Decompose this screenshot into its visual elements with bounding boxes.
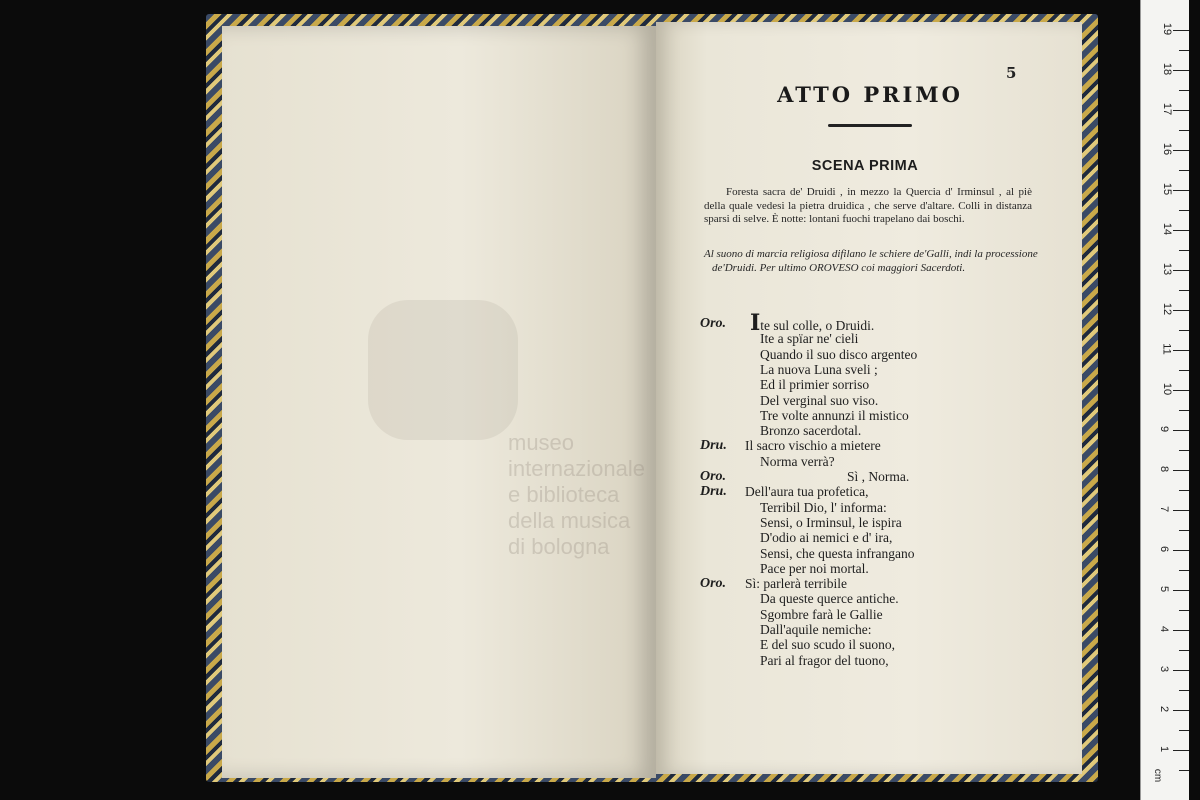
verse-line: Sì: parlerà terribile xyxy=(745,576,847,592)
ruler-tick xyxy=(1179,330,1189,331)
ruler-tick xyxy=(1173,750,1189,751)
speaker-label: Dru. xyxy=(700,438,727,454)
verse-line: Ed il primier sorriso xyxy=(760,377,870,393)
verse-line: Sì , Norma. xyxy=(847,469,910,484)
ruler-tick xyxy=(1173,310,1189,311)
ruler-tick xyxy=(1173,550,1189,551)
ruler-tick xyxy=(1173,430,1189,431)
ruler-tick xyxy=(1179,90,1189,91)
ruler-tick xyxy=(1179,410,1189,411)
ruler-number: 3 xyxy=(1158,665,1171,673)
ruler-tick xyxy=(1173,590,1189,591)
speaker-label: Oro. xyxy=(700,469,727,484)
verse-line: Il sacro vischio a mietere xyxy=(745,438,881,454)
ruler-number: 16 xyxy=(1161,142,1174,156)
ruler-tick xyxy=(1179,50,1189,51)
ruler-tick xyxy=(1179,530,1189,531)
ruler-unit: cm xyxy=(1152,768,1164,783)
verse-line: Pace per noi mortal. xyxy=(760,560,869,576)
speaker-label: Dru. xyxy=(700,484,727,500)
ruler-tick xyxy=(1179,650,1189,651)
verse-line: Terribil Dio, l' informa: xyxy=(760,499,887,515)
ruler-number: 19 xyxy=(1161,22,1174,36)
ruler-tick xyxy=(1173,630,1189,631)
verse-line: Tre volte annunzi il mistico xyxy=(760,407,909,423)
verse-line: Ite a spïar ne' cieli xyxy=(760,331,859,347)
ruler-tick xyxy=(1179,170,1189,171)
verse-line: Da queste querce antiche. xyxy=(760,591,899,607)
ruler-number: 5 xyxy=(1158,585,1171,593)
ruler-tick xyxy=(1173,470,1189,471)
ruler-number: 14 xyxy=(1161,222,1174,236)
ruler-tick xyxy=(1179,690,1189,691)
ruler-tick xyxy=(1179,370,1189,371)
ruler-tick xyxy=(1173,510,1189,511)
act-title: ATTO PRIMO xyxy=(777,82,963,107)
ruler-tick xyxy=(1173,390,1189,391)
ruler-tick xyxy=(1179,490,1189,491)
ruler-number: 7 xyxy=(1158,505,1171,513)
stage-direction: Al suono di marcia religiosa difilano le schiere de'Galli, indi la processione de'Druidi. Per ultimo OROVESO coi maggiori Sacerdoti. xyxy=(704,248,1038,274)
ruler-number: 12 xyxy=(1161,302,1174,316)
ruler-number: 15 xyxy=(1161,182,1174,196)
verse-line: Norma verrà? xyxy=(760,453,835,469)
page-number: 5 xyxy=(1006,64,1017,82)
watermark-text xyxy=(508,430,668,560)
ruler-number: 11 xyxy=(1160,343,1173,355)
ruler-number: 2 xyxy=(1158,705,1171,713)
ruler-tick xyxy=(1173,30,1189,31)
verse-line: Sensi, che questa infrangano xyxy=(760,545,915,561)
watermark-logo xyxy=(368,300,518,440)
ruler-tick xyxy=(1173,670,1189,671)
ruler-tick xyxy=(1173,270,1189,271)
title-rule xyxy=(828,124,912,127)
speaker-label: Oro. xyxy=(700,316,727,331)
speaker-label: Oro. xyxy=(700,576,727,592)
ruler-number: 1 xyxy=(1158,745,1171,753)
ruler-tick xyxy=(1179,210,1189,211)
verse-line: Del verginal suo viso. xyxy=(760,392,879,408)
ruler-tick xyxy=(1173,110,1189,111)
ruler-number: 4 xyxy=(1158,625,1171,633)
watermark-line: e biblioteca della musica xyxy=(508,482,631,533)
library-watermark xyxy=(368,300,668,559)
ruler-tick xyxy=(1179,130,1189,131)
verse-line: Sensi, o Irminsul, le ispira xyxy=(760,514,902,530)
ruler-tick xyxy=(1179,610,1189,611)
verse-line: Dell'aura tua profetica, xyxy=(745,484,869,500)
ruler-tick xyxy=(1179,770,1189,771)
ruler-tick xyxy=(1173,150,1189,151)
ruler-tick xyxy=(1173,190,1189,191)
ruler-number: 10 xyxy=(1161,382,1174,396)
verse-line: Ite sul colle, o Druidi. xyxy=(750,310,875,336)
stage-description: Foresta sacra de' Druidi , in mezzo la Quercia d' Irminsul , al piè della quale vedesi la pietra druidica , che serve d'altare. Colli in distanza sparsi di selve. È notte: lontani fuochi trapelano dai boschi. xyxy=(704,186,1032,225)
ruler-tick xyxy=(1179,570,1189,571)
watermark-line: di bologna xyxy=(508,534,610,559)
ruler-number: 13 xyxy=(1161,262,1174,276)
verse-line: Sgombre farà le Gallie xyxy=(760,606,883,622)
ruler-tick xyxy=(1173,70,1189,71)
ruler-tick xyxy=(1173,350,1189,351)
watermark-line: museo internazionale xyxy=(508,430,645,481)
drop-cap: I xyxy=(750,310,761,336)
verse-line: La nuova Luna sveli ; xyxy=(760,361,878,377)
ruler-number: 8 xyxy=(1158,465,1171,473)
verse-line: E del suo scudo il suono, xyxy=(760,637,895,653)
scene-title: SCENA PRIMA xyxy=(811,158,919,174)
verse-line: Pari al fragor del tuono, xyxy=(760,652,889,668)
verse-line: Bronzo sacerdotal. xyxy=(760,423,862,439)
verse-line: Dall'aquile nemiche: xyxy=(760,622,872,637)
ruler-tick xyxy=(1179,250,1189,251)
verse-line: Quando il suo disco argenteo xyxy=(760,346,918,362)
measuring-ruler xyxy=(1140,0,1189,800)
ruler-number: 18 xyxy=(1161,62,1174,76)
ruler-number: 17 xyxy=(1161,102,1174,116)
verse-line: D'odio ai nemici e d' ira, xyxy=(760,530,893,546)
ruler-number: 9 xyxy=(1158,425,1171,433)
ruler-number: 6 xyxy=(1158,545,1171,553)
ruler-tick xyxy=(1179,290,1189,291)
ruler-tick xyxy=(1173,230,1189,231)
ruler-tick xyxy=(1179,730,1189,731)
ruler-tick xyxy=(1173,710,1189,711)
ruler-tick xyxy=(1179,450,1189,451)
